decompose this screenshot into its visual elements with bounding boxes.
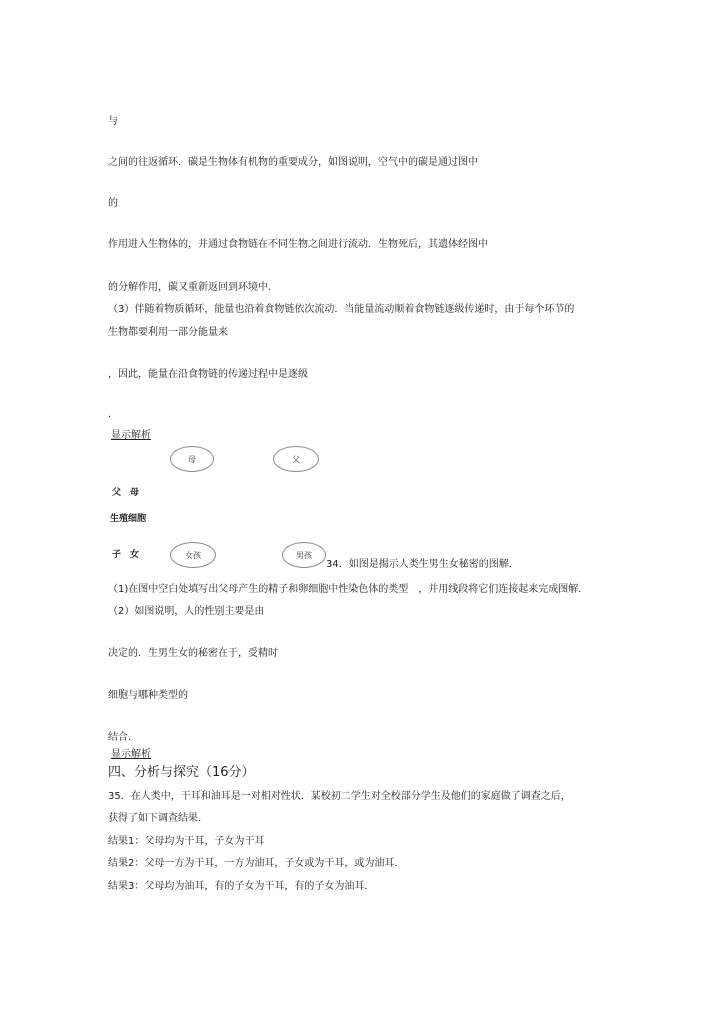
text-line-2: 之间的往返循环．碳是生物体有机物的重要成分，如图说明，空气中的碳是通过图中 [108,157,478,168]
text-line-7: 生物都要利用一部分能量来 [108,327,228,338]
children-label: 子 女 [112,550,140,560]
girl-label: 女孩 [185,550,201,560]
text-line-6: （3）伴随着物质循环，能量也沿着食物链依次流动．当能量流动顺着食物链逐级传递时，由于每个环节的 [108,304,575,315]
boy-label: 男孩 [296,550,312,560]
girl-oval [170,542,216,568]
text-line-3: 的 [108,198,118,209]
text-line-4: 作用进入生物体的，并通过食物链在不同生物之间进行流动．生物死后，其遗体经图中 [108,239,488,250]
q35-line-2: 获得了如下调查结果． [108,813,208,824]
q34-part3: 决定的．生男生女的秘密在于，受精时 [108,648,278,659]
q34-part2: （2）如图说明，人的性别主要是由 [108,606,265,617]
show-analysis-link-2[interactable]: 显示解析 [111,749,151,760]
result-2: 结果2：父母一方为干耳，一方为油耳，子女或为干耳，或为油耳． [108,858,405,869]
text-line-5: 的分解作用，碳又重新返回到环境中． [108,282,278,293]
text-line-1: 与 [108,116,118,127]
q34-part5: 结合． [108,732,138,743]
show-analysis-link-1[interactable]: 显示解析 [111,430,151,441]
boy-oval [282,542,326,568]
q34-part1: （1)在图中空白处填写出父母产生的精子和卵细胞中性染色体的类型 ，并用线段将它们连接起来完成图解． [108,584,589,595]
text-line-9: ． [108,409,118,420]
q34-intro: 34．如图是揭示人类生男生女秘密的图解． [326,559,519,570]
text-line-8: ，因此，能量在沿食物链的传递过程中是逐级 [108,369,308,380]
germ-cells-label: 生殖细胞 [110,514,147,524]
mother-oval [170,446,214,472]
father-label: 父 [292,454,300,464]
q35-line-1: 35．在人类中，干耳和油耳是一对相对性状．某校初二学生对全校部分学生及他们的家庭做了调查之后， [108,791,571,802]
father-oval [273,446,319,472]
mother-label: 母 [188,454,196,464]
parents-label: 父 母 [112,488,140,498]
result-1: 结果1：父母均为干耳，子女为干耳 [108,836,265,847]
q34-part4: 细胞与哪种类型的 [108,690,188,701]
section-heading: 四、分析与探究（16分） [108,765,255,780]
result-3: 结果3：父母均为油耳，有的子女为干耳，有的子女为油耳． [108,881,375,892]
